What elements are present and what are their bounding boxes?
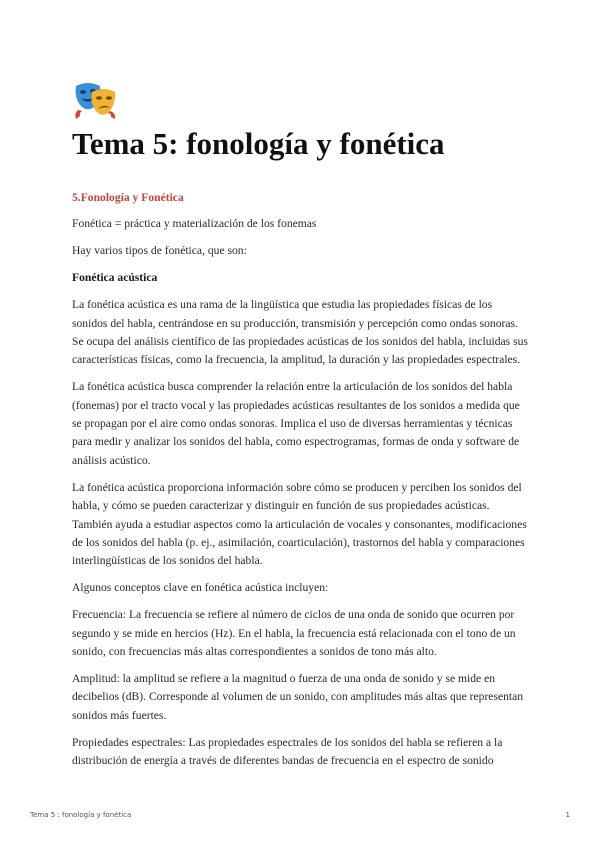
- paragraph-intro: Hay varios tipos de fonética, que son:: [72, 244, 247, 258]
- paragraph: Amplitud: la amplitud se refiere a la magnitud o fuerza de una onda de sonido y se mide en decibelios (dB). Corresponde al volumen de un sonido, con amplitudes más altas que representan sonidos más fuertes.: [72, 671, 524, 722]
- paragraph: Algunos conceptos clave en fonética acústica incluyen:: [72, 581, 329, 595]
- page-number: 1: [565, 811, 570, 819]
- paragraph: La fonética acústica proporciona información sobre cómo se producen y perciben los sonidos del habla, y cómo se pueden caracterizar y distinguir en función de sus propiedades acústicas. También ayuda a estudiar aspectos como la articulación de vocales y consonantes, modificaciones de los sonidos del habla (p. ej., asimilación, coarticulación), trastornos del habla y comparaciones interlingüísticas de los sonidos del habla.: [72, 480, 527, 568]
- paragraph: La fonética acústica es una rama de la lingüística que estudia las propiedades físicas de los sonidos del habla, centrándose en su producción, transmisión y percepción como ondas sonoras. Se ocupa del análisis científico de las propiedades acústicas de los sonidos del habla, incluidas sus características físicas, como la frecuencia, la amplitud, la duración y las propiedades espectrales.: [72, 298, 528, 367]
- paragraph-definition: Fonética = práctica y materialización de los fonemas: [72, 217, 317, 231]
- section-heading: 5.Fonología y Fonética: [72, 191, 184, 204]
- performing-arts-masks-icon: [72, 80, 118, 120]
- footer-title: Tema 5 : fonología y fonética: [30, 811, 132, 819]
- paragraph: Propiedades espectrales: Las propiedades espectrales de los sonidos del habla se refieren a la distribución de energía a través de diferentes bandas de frecuencia en el espectro de sonido: [72, 735, 503, 768]
- paragraph: Frecuencia: La frecuencia se refiere al número de ciclos de una onda de sonido que ocurren por segundo y se mide en hercios (Hz). En el habla, la frecuencia está relacionada con el tono de un sonido, con frecuencias más altas correspondientes a sonidos de tono más alto.: [72, 608, 516, 659]
- subheading: Fonética acústica: [72, 271, 158, 285]
- page-title: Tema 5: fonología y fonética: [72, 126, 445, 161]
- document-body: [72, 189, 528, 779]
- paragraph: La fonética acústica busca comprender la relación entre la articulación de los sonidos del habla (fonemas) por el tracto vocal y las propiedades acústicas resultantes de los sonidos a medida que se propagan por el aire como ondas sonoras. Implica el uso de diversas herramientas y técnicas para medir y analizar los sonidos del habla, como espectrogramas, formas de onda y software de análisis acústico.: [72, 380, 520, 467]
